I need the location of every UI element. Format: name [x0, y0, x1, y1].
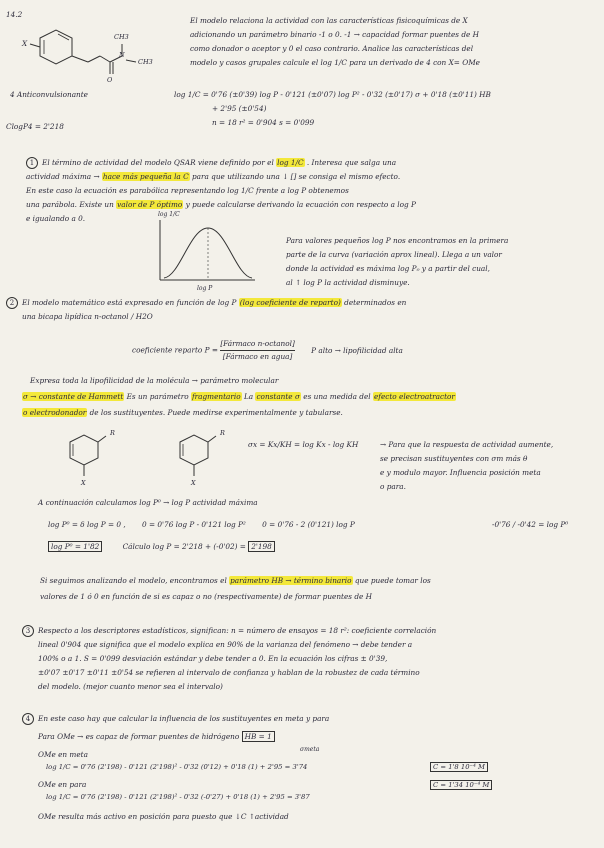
intro-line-2: adicionando un parámetro binario -1 o 0. -1 → capacidad formar puentes de H — [190, 30, 480, 39]
section-3-marker: 3 — [22, 625, 34, 637]
section-4-line-2: Para OMe → es capaz de formar puentes de hidrógeno HB = 1 — [38, 732, 275, 742]
result-logp: 2'198 — [248, 541, 275, 552]
meta-result: C = 1'8 10⁻⁴ M — [430, 762, 488, 772]
sigma-note-1: → Para que la respuesta de actividad aumente, — [380, 440, 554, 449]
continue-line: A continuación calculamos log P⁰ → log P actividad máxima — [38, 498, 258, 507]
ome-para-label: OMe en para — [38, 780, 87, 789]
highlight-log-partition: (log coeficiente de reparto) — [239, 298, 341, 307]
sigma-formula: σx = Kx/KH = log Kx - log KH — [248, 440, 359, 449]
hammett-line-1: σ → constante de Hammett Es un parámetro fragmentario La constante σ es una medida del efecto electroatractor — [23, 392, 455, 401]
graph-note-3: donde la actividad es máxima log P₀ y a partir del cual, — [286, 264, 490, 273]
highlight-hammett: σ → constante de Hammett — [23, 392, 124, 401]
hammett-line-2: o electrodonador de los sustituyentes. Puede medirse experimentalmente y tabularse. — [23, 408, 343, 417]
section-3-line-4: ±0'07 ±0'17 ±0'11 ±0'54 se refieren al intervalo de confianza y hablan de la robustez de cada término — [38, 668, 420, 677]
graph-x-label: log P — [197, 285, 213, 292]
highlight-smaller-c: hace más pequeña la C — [102, 172, 189, 181]
section-1-line-3: En este caso la ecuación es parabólica representando log 1/C frente a log P obtenemos — [26, 186, 349, 195]
section-1-marker: 1 — [26, 157, 38, 169]
ome-meta-label: OMe en meta — [38, 750, 88, 759]
section-1-line-4: una parábola. Existe un valor de P óptimo y puede calcularse derivando la ecuación con respecto a log P — [26, 200, 416, 209]
section-4-marker: 4 — [22, 713, 34, 725]
sigma-note-4: o para. — [380, 482, 406, 491]
highlight-optimal-p: valor de P óptimo — [117, 200, 183, 209]
hb-box: HB = 1 — [242, 731, 275, 742]
structure-o-label: O — [107, 76, 113, 84]
calc-line-2: log P⁰ = 1'82 Cálculo log P = 2'218 + (-0'02) = 2'198 — [48, 542, 275, 552]
graph-note-4: al ↑ log P la actividad disminuye. — [286, 278, 410, 287]
sigma-meta-label: σmeta — [300, 746, 320, 753]
graph-note-1: Para valores pequeños log P nos encontramos en la primera — [286, 236, 509, 245]
section-3-line-2: lineal 0'904 que significa que el modelo explica en 90% de la varianza del fenómeno → debe tender a — [38, 640, 413, 649]
structure-ch3-right: CH3 — [138, 58, 153, 66]
logp4-value: ClogP4 = 2'218 — [6, 122, 64, 131]
partition-coefficient: coeficiente reparto P = $\frac{\text{[Fármaco n-octanol]}}{\text{[Fármaco en agua]}}$ P alto → lipofilicidad alta — [132, 339, 403, 361]
qsar-statistics: n = 18 r² = 0'904 s = 0'099 — [212, 118, 315, 127]
para-result: C = 1'34 10⁻⁴ M — [430, 780, 492, 790]
para-equation: log 1/C = 0'76 (2'198) - 0'121 (2'198)² - 0'32 (-0'27) + 0'18 (1) + 2'95 = 3'87 — [46, 793, 310, 801]
ring-2-x: X — [191, 479, 196, 487]
section-2-line-2: una bicapa lipídica n-octanol / H2O — [22, 312, 153, 321]
graph-note-2: parte de la curva (variación aprox lineal). Llega a un valor — [286, 250, 502, 259]
result-logp0: log P⁰ = 1'82 — [48, 541, 102, 552]
sigma-note-2: se precisan sustituyentes con σm más θ — [380, 454, 528, 463]
section-2-marker: 2 — [6, 297, 18, 309]
substituted-benzene-rings — [60, 432, 240, 492]
graph-y-label: log 1/C — [158, 211, 180, 218]
calc-line-logp0: -0'76 / -0'42 = log P⁰ — [492, 520, 569, 529]
intro-line-1: El modelo relaciona la actividad con las características fisicoquímicas de X — [190, 16, 468, 25]
qsar-equation-line-1: log 1/C = 0'76 (±0'39) log P - 0'121 (±0'07) log P² - 0'32 (±0'17) σ + 0'18 (±0'11) HB — [174, 90, 491, 99]
highlight-log-1-c: log 1/C — [277, 158, 304, 167]
section-1-line-5: e igualando a 0. — [26, 214, 86, 223]
qsar-equation-line-2: + 2'95 (±0'54) — [212, 104, 267, 113]
ring-1-r: R — [110, 429, 115, 437]
meta-equation: log 1/C = 0'76 (2'198) - 0'121 (2'198)² - 0'32 (0'12) + 0'18 (1) + 2'95 = 3'74 — [46, 763, 308, 771]
structure-x-label: X — [22, 39, 28, 48]
ring-1-x: X — [81, 479, 86, 487]
lipophilicity-line: Expresa toda la lipofilicidad de la molécula → parámetro molecular — [30, 376, 279, 385]
section-1-line-2: actividad máxima → hace más pequeña la C para que utilizando una ↓ [] se consiga el mismo efecto. — [26, 172, 401, 181]
sigma-note-3: e y modulo mayor. Influencia posición meta — [380, 468, 541, 477]
section-3-line-1: Respecto a los descriptores estadísticos, significan: n = número de ensayos = 18 r²: coeficiente correlación — [38, 626, 437, 635]
section-3-line-3: 100% o a 1. S = 0'099 desviación estándar y debe tender a 0. En la ecuación los cifras ± 0'39, — [38, 654, 388, 663]
intro-line-4: modelo y casos grupales calcule el log 1/C para un derivado de 4 con X= OMe — [190, 58, 480, 67]
calc-line-1: log P⁰ = δ log P = 0 , 0 = 0'76 log P - 0'121 log P² 0 = 0'76 - 2 (0'121) log P — [48, 520, 355, 529]
structure-ch3-top: CH3 — [114, 33, 129, 41]
hb-line-1: Si seguimos analizando el modelo, encontramos el parámetro HB → término binario que puede tomar los — [40, 576, 431, 585]
conclusion-line: OMe resulta más activo en posición para puesto que ↓C ↑actividad — [38, 812, 289, 821]
section-3-line-5: del modelo. (mejor cuanto menor sea el intervalo) — [38, 682, 223, 691]
compound-label: 4 Anticonvulsionante — [10, 90, 89, 99]
ring-2-r: R — [220, 429, 225, 437]
highlight-hb: parámetro HB → término binario — [230, 576, 352, 585]
section-2-line-1: El modelo matemático está expresado en función de log P (log coeficiente de reparto) determinados en — [22, 298, 407, 307]
hb-line-2: valores de 1 ó 0 en función de si es capaz o no (respectivamente) de formar puentes de H — [40, 592, 373, 601]
structure-n-label: N — [119, 51, 125, 59]
intro-line-3: como donador o aceptor y 0 el caso contrario. Analice las características del — [190, 44, 474, 53]
section-4-line-1: En este caso hay que calcular la influencia de los sustituyentes en meta y para — [38, 714, 330, 723]
exercise-number: 14.2 — [6, 10, 23, 19]
section-1-line-1: El término de actividad del modelo QSAR viene definido por el log 1/C . Interesa que salga una — [42, 158, 397, 167]
